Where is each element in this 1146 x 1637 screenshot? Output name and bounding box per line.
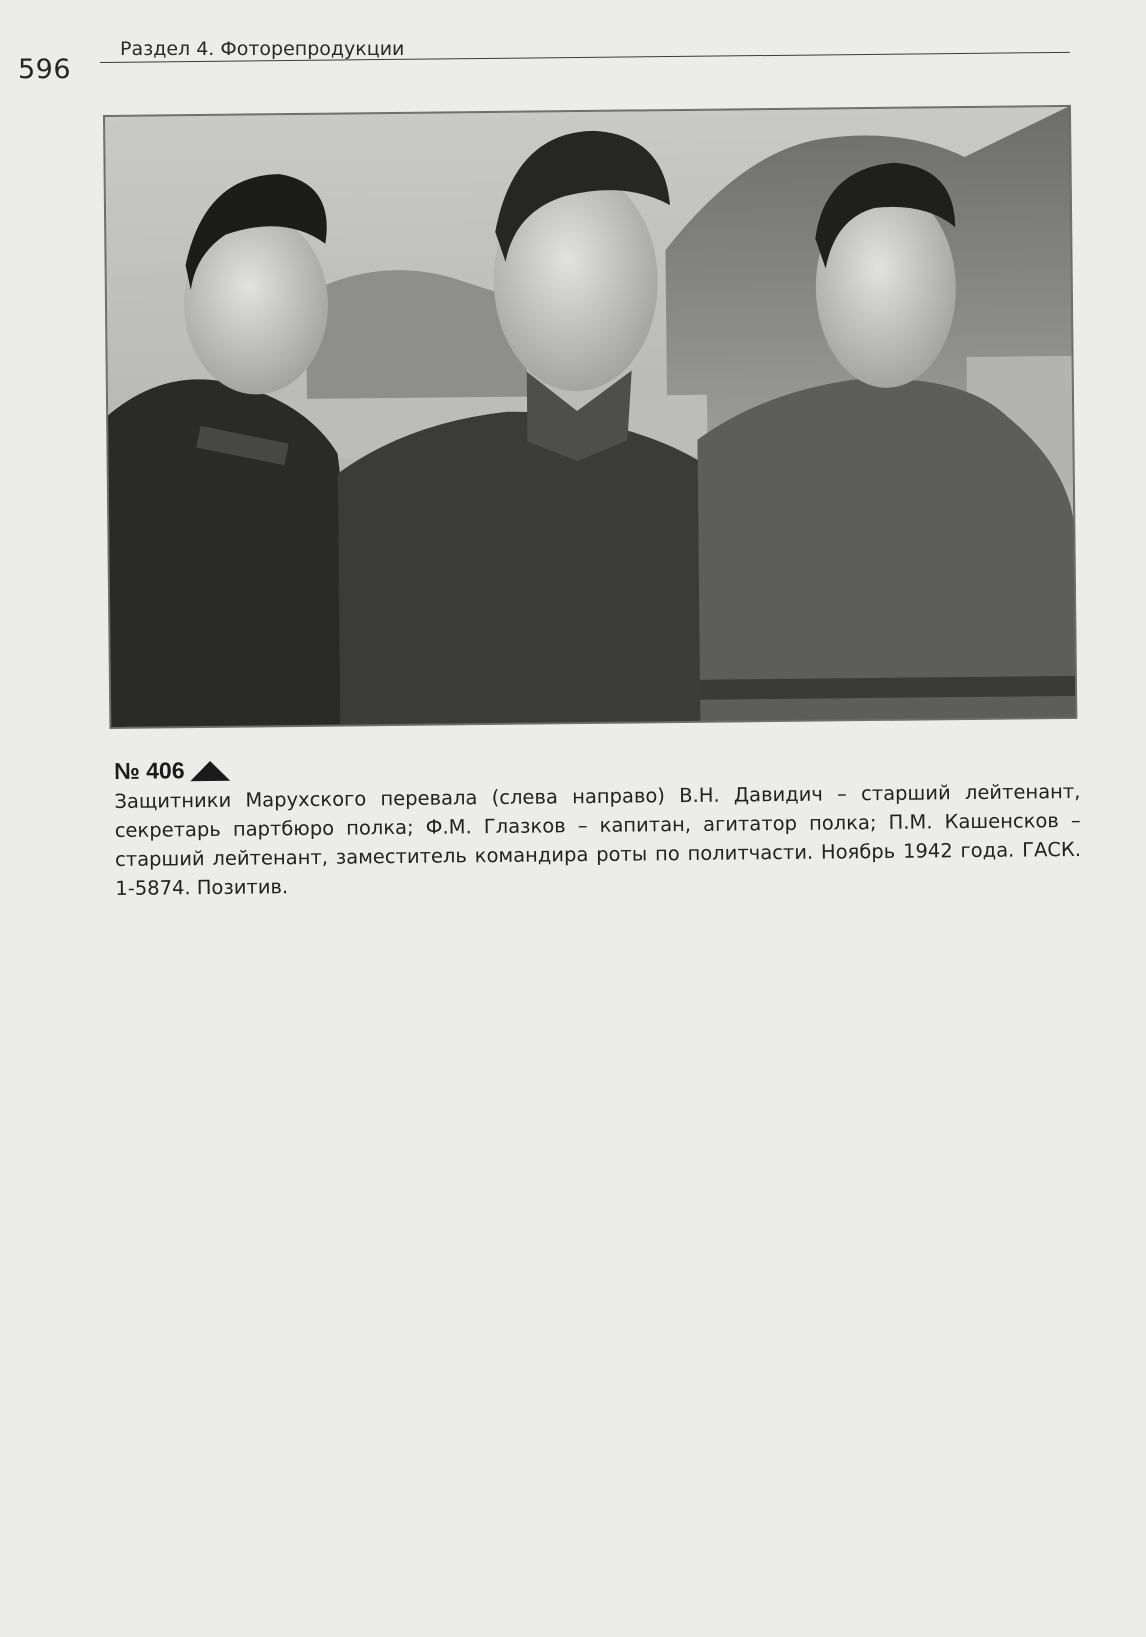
section-title: Раздел 4. Фоторепродукции: [120, 38, 405, 60]
triangle-up-icon: [190, 760, 230, 780]
caption-number-text: № 406: [114, 757, 185, 784]
caption-number: [114, 757, 231, 785]
caption-text: Защитники Марухского перевала (слева направо) В.Н. Давидич – старший лейтенант, секретарь партбюро полка; Ф.М. Глазков – капитан, агитатор полка; П.М. Кашенсков – старший лейтенант, заместитель командира роты по политчасти. Ноябрь 1942 года. ГАСК. 1-5874. Позитив.: [114, 779, 1082, 900]
page-number: 596: [18, 54, 72, 85]
photograph-illustration: [104, 106, 1076, 728]
archival-photograph: [104, 106, 1076, 728]
photo-caption: [114, 748, 1081, 903]
